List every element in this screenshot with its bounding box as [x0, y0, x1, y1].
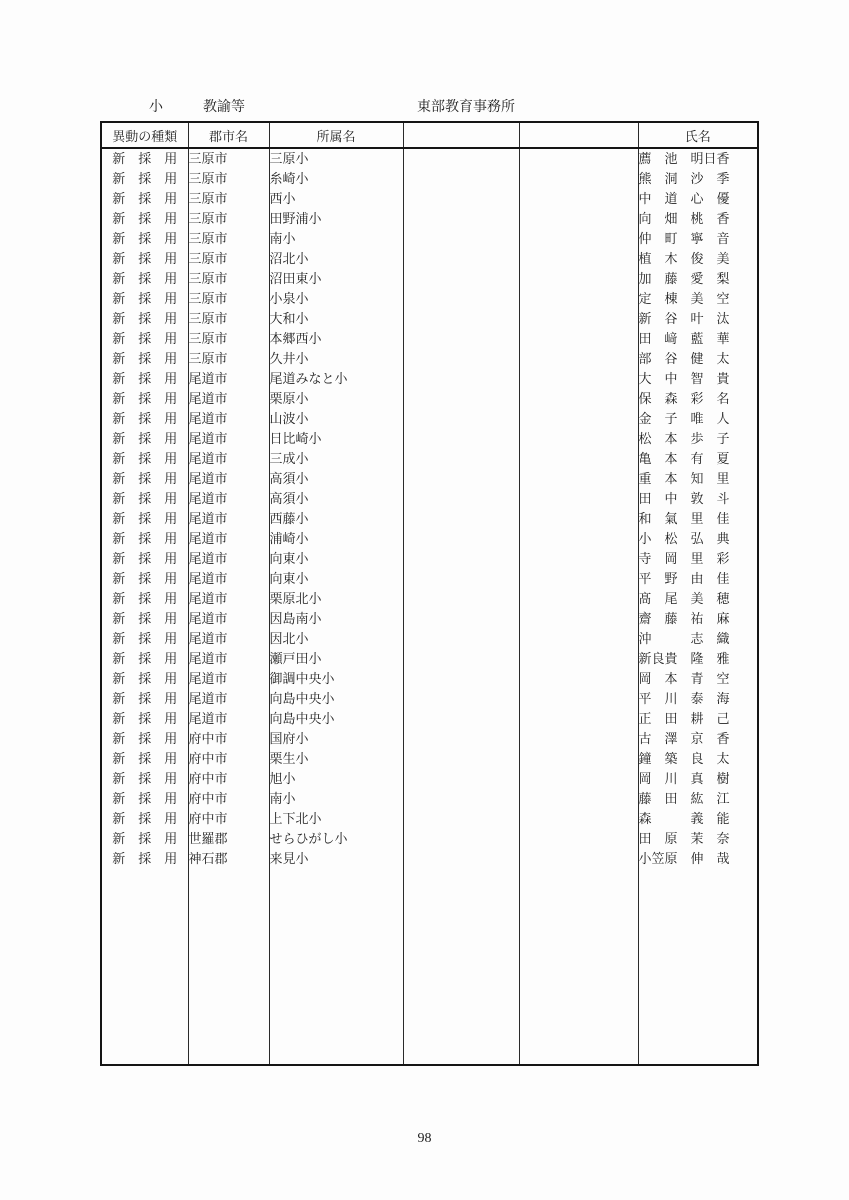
- district-cell: 尾道市: [188, 489, 269, 509]
- table-row: [101, 549, 758, 569]
- school-cell: 因島南小: [269, 609, 403, 629]
- transfer-type-cell: 新 採 用: [112, 551, 178, 566]
- name-cell: 松 本 歩 子: [638, 429, 758, 449]
- spacer-cell: [519, 809, 638, 829]
- district-cell: 府中市: [188, 769, 269, 789]
- name-cell: 正 田 耕 己: [638, 709, 758, 729]
- name-cell: 田 原 茉 奈: [638, 829, 758, 849]
- school-cell: 沼田東小: [269, 269, 403, 289]
- spacer-cell: [403, 669, 519, 689]
- spacer-cell: [519, 389, 638, 409]
- spacer-cell: [519, 349, 638, 369]
- spacer-cell: [519, 429, 638, 449]
- district-cell: 尾道市: [188, 409, 269, 429]
- spacer-cell: [519, 369, 638, 389]
- transfer-type-cell: 新 採 用: [112, 851, 178, 866]
- transfer-type-cell: 新 採 用: [112, 191, 178, 206]
- table-row: [101, 249, 758, 269]
- school-cell: 山波小: [269, 409, 403, 429]
- district-cell: 尾道市: [188, 609, 269, 629]
- spacer-cell: [403, 349, 519, 369]
- table-row: [101, 829, 758, 849]
- spacer-cell: [403, 529, 519, 549]
- spacer-cell: [519, 229, 638, 249]
- transfer-type-cell: 新 採 用: [112, 711, 178, 726]
- table-row: [101, 849, 758, 869]
- spacer-cell: [519, 269, 638, 289]
- spacer-cell: [403, 229, 519, 249]
- header-name: 氏名: [638, 122, 758, 148]
- spacer-cell: [519, 169, 638, 189]
- district-cell: 府中市: [188, 749, 269, 769]
- name-cell: 新良貴 隆 雅: [638, 649, 758, 669]
- district-cell: 尾道市: [188, 669, 269, 689]
- transfer-type-cell: 新 採 用: [112, 471, 178, 486]
- school-cell: 三原小: [269, 148, 403, 169]
- table-row: [101, 809, 758, 829]
- table-row: [101, 669, 758, 689]
- spacer-cell: [519, 689, 638, 709]
- table-row: [101, 148, 758, 169]
- name-cell: 寺 岡 里 彩: [638, 549, 758, 569]
- name-cell: 平 野 由 佳: [638, 569, 758, 589]
- spacer-cell: [519, 709, 638, 729]
- transfer-type-cell: 新 採 用: [112, 791, 178, 806]
- district-cell: 三原市: [188, 148, 269, 169]
- spacer-cell: [519, 449, 638, 469]
- table-row: [101, 209, 758, 229]
- transfer-type-cell: 新 採 用: [112, 391, 178, 406]
- spacer-cell: [519, 849, 638, 869]
- transfer-type-cell: 新 採 用: [112, 431, 178, 446]
- district-cell: 府中市: [188, 809, 269, 829]
- name-cell: 小笠原 伸 哉: [638, 849, 758, 869]
- spacer-cell: [403, 449, 519, 469]
- spacer-cell: [519, 789, 638, 809]
- spacer-cell: [403, 569, 519, 589]
- transfer-type-cell: 新 採 用: [112, 811, 178, 826]
- spacer-cell: [403, 249, 519, 269]
- table-row: [101, 529, 758, 549]
- school-cell: 南小: [269, 229, 403, 249]
- spacer-cell: [519, 729, 638, 749]
- school-cell: 来見小: [269, 849, 403, 869]
- name-cell: 古 澤 京 香: [638, 729, 758, 749]
- table-row: [101, 429, 758, 449]
- name-cell: 植 木 俊 美: [638, 249, 758, 269]
- table-row: [101, 369, 758, 389]
- table-header-row: [101, 122, 758, 148]
- spacer-cell: [403, 409, 519, 429]
- spacer-cell: [403, 509, 519, 529]
- header-district: 郡市名: [188, 122, 269, 148]
- table-row: [101, 749, 758, 769]
- spacer-cell: [403, 369, 519, 389]
- transfer-type-cell: 新 採 用: [112, 491, 178, 506]
- spacer-cell: [403, 549, 519, 569]
- title-position: 教諭等: [203, 100, 245, 115]
- table-row: [101, 469, 758, 489]
- name-cell: 齋 藤 祐 麻: [638, 609, 758, 629]
- spacer-cell: [519, 209, 638, 229]
- transfer-type-cell: 新 採 用: [112, 251, 178, 266]
- district-cell: 尾道市: [188, 689, 269, 709]
- table-row: [101, 629, 758, 649]
- spacer-cell: [519, 769, 638, 789]
- name-cell: 保 森 彩 名: [638, 389, 758, 409]
- spacer-cell: [403, 709, 519, 729]
- school-cell: 沼北小: [269, 249, 403, 269]
- spacer-cell: [403, 289, 519, 309]
- header-spacer-2: [519, 122, 638, 148]
- spacer-cell: [519, 749, 638, 769]
- spacer-cell: [403, 429, 519, 449]
- spacer-cell: [519, 569, 638, 589]
- name-cell: 薦 池 明日香: [638, 148, 758, 169]
- spacer-cell: [519, 669, 638, 689]
- name-cell: 岡 本 青 空: [638, 669, 758, 689]
- transfer-type-cell: 新 採 用: [112, 451, 178, 466]
- name-cell: 平 川 泰 海: [638, 689, 758, 709]
- transfer-type-cell: 新 採 用: [112, 651, 178, 666]
- name-cell: 熊 洞 沙 季: [638, 169, 758, 189]
- school-cell: 栗生小: [269, 749, 403, 769]
- table-row: [101, 329, 758, 349]
- table-row: [101, 589, 758, 609]
- school-cell: 西小: [269, 189, 403, 209]
- transfer-type-cell: 新 採 用: [112, 591, 178, 606]
- transfer-type-cell: 新 採 用: [112, 691, 178, 706]
- spacer-cell: [403, 809, 519, 829]
- name-cell: 部 谷 健 太: [638, 349, 758, 369]
- district-cell: 尾道市: [188, 649, 269, 669]
- spacer-cell: [519, 189, 638, 209]
- spacer-cell: [403, 189, 519, 209]
- district-cell: 尾道市: [188, 429, 269, 449]
- spacer-cell: [403, 729, 519, 749]
- district-cell: 三原市: [188, 309, 269, 329]
- school-cell: 尾道みなと小: [269, 369, 403, 389]
- transfer-type-cell: 新 採 用: [112, 531, 178, 546]
- transfer-type-cell: 新 採 用: [112, 211, 178, 226]
- district-cell: 尾道市: [188, 709, 269, 729]
- transfer-type-cell: 新 採 用: [112, 151, 178, 166]
- transfer-type-cell: 新 採 用: [112, 351, 178, 366]
- page-number: 98: [417, 1131, 432, 1146]
- name-cell: 加 藤 愛 梨: [638, 269, 758, 289]
- transfer-type-cell: 新 採 用: [112, 611, 178, 626]
- name-cell: 田 中 敦 斗: [638, 489, 758, 509]
- spacer-cell: [403, 489, 519, 509]
- spacer-cell: [519, 609, 638, 629]
- school-cell: 栗原北小: [269, 589, 403, 609]
- spacer-cell: [403, 749, 519, 769]
- school-cell: 向島中央小: [269, 689, 403, 709]
- district-cell: 神石郡: [188, 849, 269, 869]
- spacer-cell: [403, 469, 519, 489]
- school-cell: 旭小: [269, 769, 403, 789]
- spacer-cell: [403, 169, 519, 189]
- name-cell: 和 氣 里 佳: [638, 509, 758, 529]
- school-cell: 西藤小: [269, 509, 403, 529]
- district-cell: 府中市: [188, 729, 269, 749]
- table-row: [101, 609, 758, 629]
- spacer-cell: [519, 329, 638, 349]
- district-cell: 尾道市: [188, 589, 269, 609]
- district-cell: 世羅郡: [188, 829, 269, 849]
- spacer-cell: [519, 489, 638, 509]
- name-cell: 森 義 能: [638, 809, 758, 829]
- school-cell: 御調中央小: [269, 669, 403, 689]
- school-cell: 向東小: [269, 569, 403, 589]
- title-school-level: 小: [149, 100, 163, 115]
- spacer-cell: [403, 849, 519, 869]
- district-cell: 三原市: [188, 189, 269, 209]
- transfer-type-cell: 新 採 用: [112, 331, 178, 346]
- name-cell: 重 本 知 里: [638, 469, 758, 489]
- header-transfer-type: 異動の種類: [101, 122, 188, 148]
- school-cell: 高須小: [269, 489, 403, 509]
- transfer-type-cell: 新 採 用: [112, 311, 178, 326]
- district-cell: 尾道市: [188, 509, 269, 529]
- school-cell: 上下北小: [269, 809, 403, 829]
- table-row: [101, 689, 758, 709]
- name-cell: 藤 田 紘 江: [638, 789, 758, 809]
- table-row: [101, 769, 758, 789]
- spacer-cell: [403, 789, 519, 809]
- spacer-cell: [519, 289, 638, 309]
- spacer-cell: [519, 249, 638, 269]
- spacer-cell: [403, 148, 519, 169]
- school-cell: せらひがし小: [269, 829, 403, 849]
- district-cell: 三原市: [188, 269, 269, 289]
- district-cell: 三原市: [188, 229, 269, 249]
- school-cell: 小泉小: [269, 289, 403, 309]
- school-cell: 因北小: [269, 629, 403, 649]
- spacer-cell: [403, 329, 519, 349]
- table-row: [101, 349, 758, 369]
- spacer-cell: [403, 389, 519, 409]
- header-affiliation: 所属名: [269, 122, 403, 148]
- transfer-type-cell: 新 採 用: [112, 571, 178, 586]
- district-cell: 三原市: [188, 349, 269, 369]
- school-cell: 田野浦小: [269, 209, 403, 229]
- school-cell: 糸崎小: [269, 169, 403, 189]
- school-cell: 本郷西小: [269, 329, 403, 349]
- spacer-cell: [519, 589, 638, 609]
- name-cell: 岡 川 真 樹: [638, 769, 758, 789]
- school-cell: 瀬戸田小: [269, 649, 403, 669]
- district-cell: 尾道市: [188, 529, 269, 549]
- name-cell: 金 子 唯 人: [638, 409, 758, 429]
- table-row: [101, 729, 758, 749]
- spacer-cell: [519, 409, 638, 429]
- spacer-cell: [403, 609, 519, 629]
- transfer-type-cell: 新 採 用: [112, 171, 178, 186]
- name-cell: 定 棟 美 空: [638, 289, 758, 309]
- transfer-type-cell: 新 採 用: [112, 231, 178, 246]
- spacer-cell: [519, 829, 638, 849]
- table-row: [101, 789, 758, 809]
- table-row: [101, 269, 758, 289]
- table-row: [101, 409, 758, 429]
- spacer-cell: [519, 629, 638, 649]
- district-cell: 三原市: [188, 289, 269, 309]
- table-row: [101, 569, 758, 589]
- school-cell: 向東小: [269, 549, 403, 569]
- personnel-table: [100, 121, 759, 1066]
- table-row: [101, 189, 758, 209]
- transfer-type-cell: 新 採 用: [112, 271, 178, 286]
- school-cell: 日比崎小: [269, 429, 403, 449]
- spacer-cell: [519, 549, 638, 569]
- spacer-cell: [519, 649, 638, 669]
- transfer-type-cell: 新 採 用: [112, 751, 178, 766]
- table-row: [101, 709, 758, 729]
- district-cell: 三原市: [188, 209, 269, 229]
- transfer-type-cell: 新 採 用: [112, 831, 178, 846]
- school-cell: 栗原小: [269, 389, 403, 409]
- district-cell: 尾道市: [188, 449, 269, 469]
- transfer-type-cell: 新 採 用: [112, 511, 178, 526]
- spacer-cell: [403, 769, 519, 789]
- district-cell: 三原市: [188, 329, 269, 349]
- spacer-cell: [403, 629, 519, 649]
- transfer-type-cell: 新 採 用: [112, 371, 178, 386]
- spacer-cell: [403, 309, 519, 329]
- table-row: [101, 509, 758, 529]
- table-row: [101, 309, 758, 329]
- school-cell: 三成小: [269, 449, 403, 469]
- transfer-type-cell: 新 採 用: [112, 731, 178, 746]
- district-cell: 尾道市: [188, 569, 269, 589]
- table-row: [101, 389, 758, 409]
- transfer-type-cell: 新 採 用: [112, 771, 178, 786]
- school-cell: 南小: [269, 789, 403, 809]
- spacer-cell: [519, 509, 638, 529]
- district-cell: 三原市: [188, 249, 269, 269]
- name-cell: 向 畑 桃 香: [638, 209, 758, 229]
- spacer-cell: [403, 829, 519, 849]
- district-cell: 尾道市: [188, 629, 269, 649]
- table-row: [101, 449, 758, 469]
- school-cell: 大和小: [269, 309, 403, 329]
- name-cell: 田 﨑 藍 華: [638, 329, 758, 349]
- table-row: [101, 169, 758, 189]
- district-cell: 尾道市: [188, 549, 269, 569]
- name-cell: 小 松 弘 典: [638, 529, 758, 549]
- school-cell: 向島中央小: [269, 709, 403, 729]
- district-cell: 尾道市: [188, 389, 269, 409]
- school-cell: 久井小: [269, 349, 403, 369]
- district-cell: 尾道市: [188, 469, 269, 489]
- transfer-type-cell: 新 採 用: [112, 291, 178, 306]
- school-cell: 国府小: [269, 729, 403, 749]
- transfer-type-cell: 新 採 用: [112, 671, 178, 686]
- transfer-type-cell: 新 採 用: [112, 411, 178, 426]
- table-filler-row: [101, 869, 758, 1065]
- spacer-cell: [403, 689, 519, 709]
- name-cell: 中 道 心 優: [638, 189, 758, 209]
- name-cell: 沖 志 織: [638, 629, 758, 649]
- spacer-cell: [403, 209, 519, 229]
- name-cell: 仲 町 寧 音: [638, 229, 758, 249]
- table-row: [101, 229, 758, 249]
- school-cell: 浦崎小: [269, 529, 403, 549]
- name-cell: 亀 本 有 夏: [638, 449, 758, 469]
- name-cell: 新 谷 叶 汰: [638, 309, 758, 329]
- spacer-cell: [403, 589, 519, 609]
- spacer-cell: [519, 469, 638, 489]
- spacer-cell: [403, 649, 519, 669]
- page-title: [100, 98, 800, 118]
- spacer-cell: [519, 309, 638, 329]
- spacer-cell: [519, 148, 638, 169]
- name-cell: 大 中 智 貴: [638, 369, 758, 389]
- name-cell: 鐘 築 良 太: [638, 749, 758, 769]
- district-cell: 尾道市: [188, 369, 269, 389]
- transfer-type-cell: 新 採 用: [112, 631, 178, 646]
- table-row: [101, 489, 758, 509]
- spacer-cell: [519, 529, 638, 549]
- district-cell: 三原市: [188, 169, 269, 189]
- table-row: [101, 649, 758, 669]
- title-office: 東部教育事務所: [417, 100, 515, 115]
- school-cell: 高須小: [269, 469, 403, 489]
- name-cell: 髙 尾 美 穂: [638, 589, 758, 609]
- district-cell: 府中市: [188, 789, 269, 809]
- table-row: [101, 289, 758, 309]
- spacer-cell: [403, 269, 519, 289]
- header-spacer-1: [403, 122, 519, 148]
